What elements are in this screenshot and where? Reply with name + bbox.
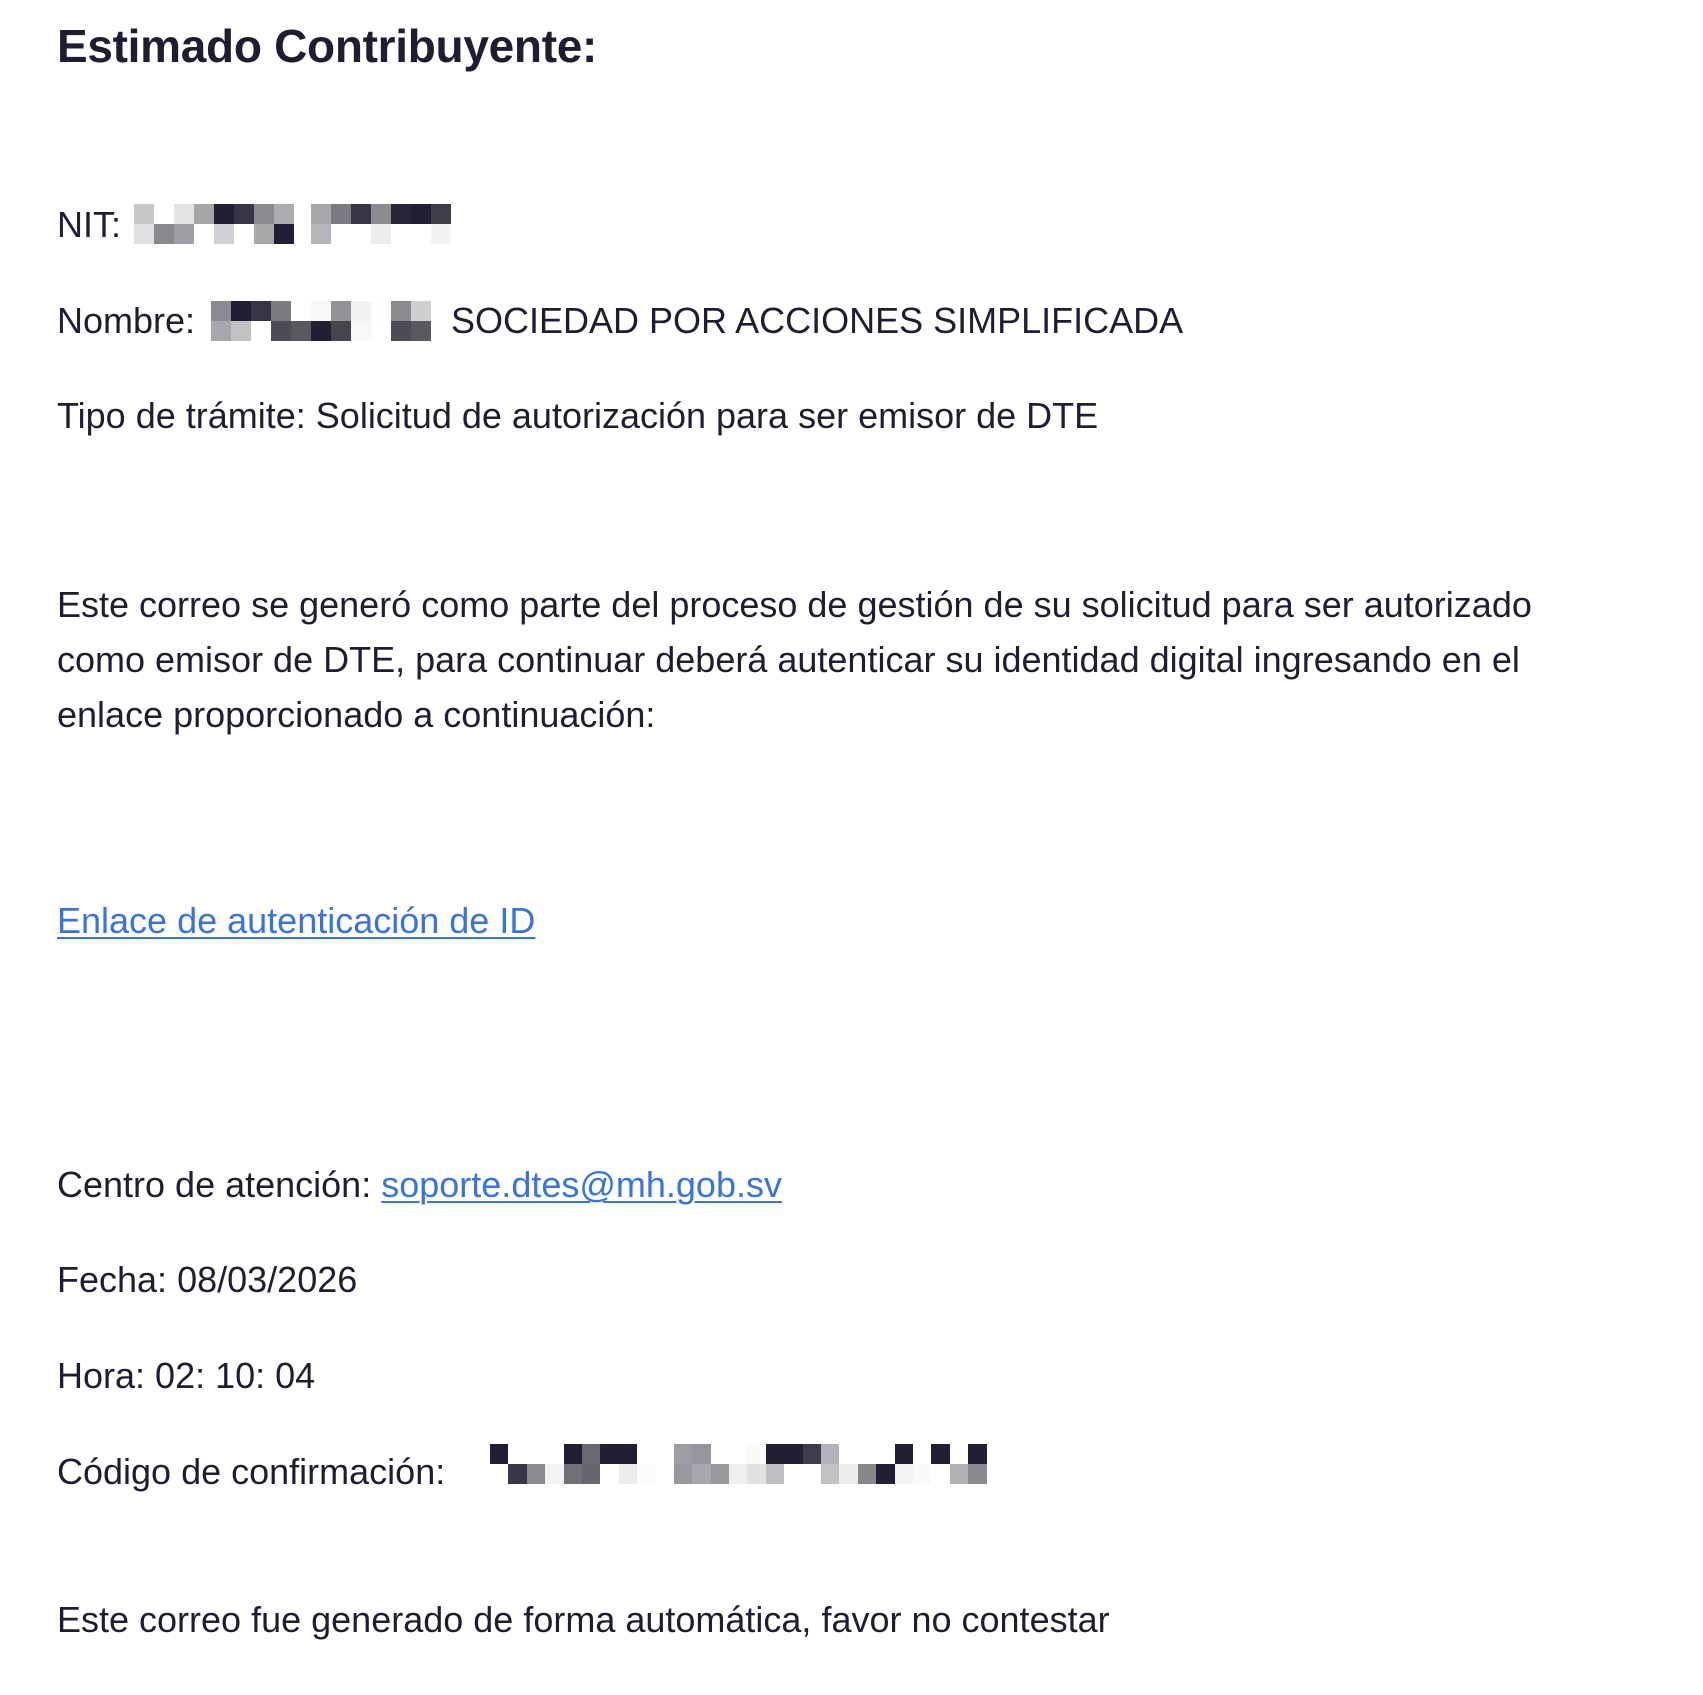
redaction-block xyxy=(311,204,451,244)
codigo-value-redacted xyxy=(490,1444,987,1484)
fecha-label: Fecha: xyxy=(57,1259,168,1300)
nombre-suffix: SOCIEDAD POR ACCIONES SIMPLIFICADA xyxy=(451,300,1184,341)
auth-link[interactable]: Enlace de autenticación de ID xyxy=(57,900,536,941)
nit-value-redacted xyxy=(134,204,451,244)
fecha-row xyxy=(57,1258,357,1302)
tipo-tramite-row xyxy=(57,394,1098,438)
support-email-link[interactable]: soporte.dtes@mh.gob.sv xyxy=(381,1164,782,1205)
tipo-tramite-label: Tipo de trámite: xyxy=(57,395,306,436)
greeting-heading: Estimado Contribuyente: xyxy=(57,20,598,72)
tipo-tramite-value: Solicitud de autorización para ser emisor de DTE xyxy=(315,395,1099,436)
footer-note: Este correo fue generado de forma automática, favor no contestar xyxy=(57,1599,1110,1640)
support-row xyxy=(57,1163,782,1207)
nit-row xyxy=(57,203,121,247)
body-paragraph-line: enlace proporcionado a continuación: xyxy=(57,694,656,735)
body-paragraph-line: Este correo se generó como parte del proceso de gestión de su solicitud para ser autorizado xyxy=(57,584,1532,625)
nit-label: NIT: xyxy=(57,204,122,245)
support-label: Centro de atención: xyxy=(57,1164,372,1205)
codigo-label: Código de confirmación: xyxy=(57,1451,446,1492)
nombre-label: Nombre: xyxy=(57,300,196,341)
redaction-block xyxy=(211,301,431,341)
body-paragraph-line: como emisor de DTE, para continuar deberá autenticar su identidad digital ingresando en el xyxy=(57,639,1520,680)
hora-value: 02: 10: 04 xyxy=(155,1355,316,1396)
nombre-value-redacted xyxy=(211,301,431,341)
hora-label: Hora: xyxy=(57,1355,146,1396)
redaction-block xyxy=(134,204,294,244)
codigo-row xyxy=(57,1450,445,1494)
nombre-row xyxy=(57,299,1184,343)
hora-row xyxy=(57,1354,315,1398)
auth-link-row xyxy=(57,899,535,943)
fecha-value: 08/03/2026 xyxy=(177,1259,358,1300)
redaction-block xyxy=(490,1444,987,1484)
